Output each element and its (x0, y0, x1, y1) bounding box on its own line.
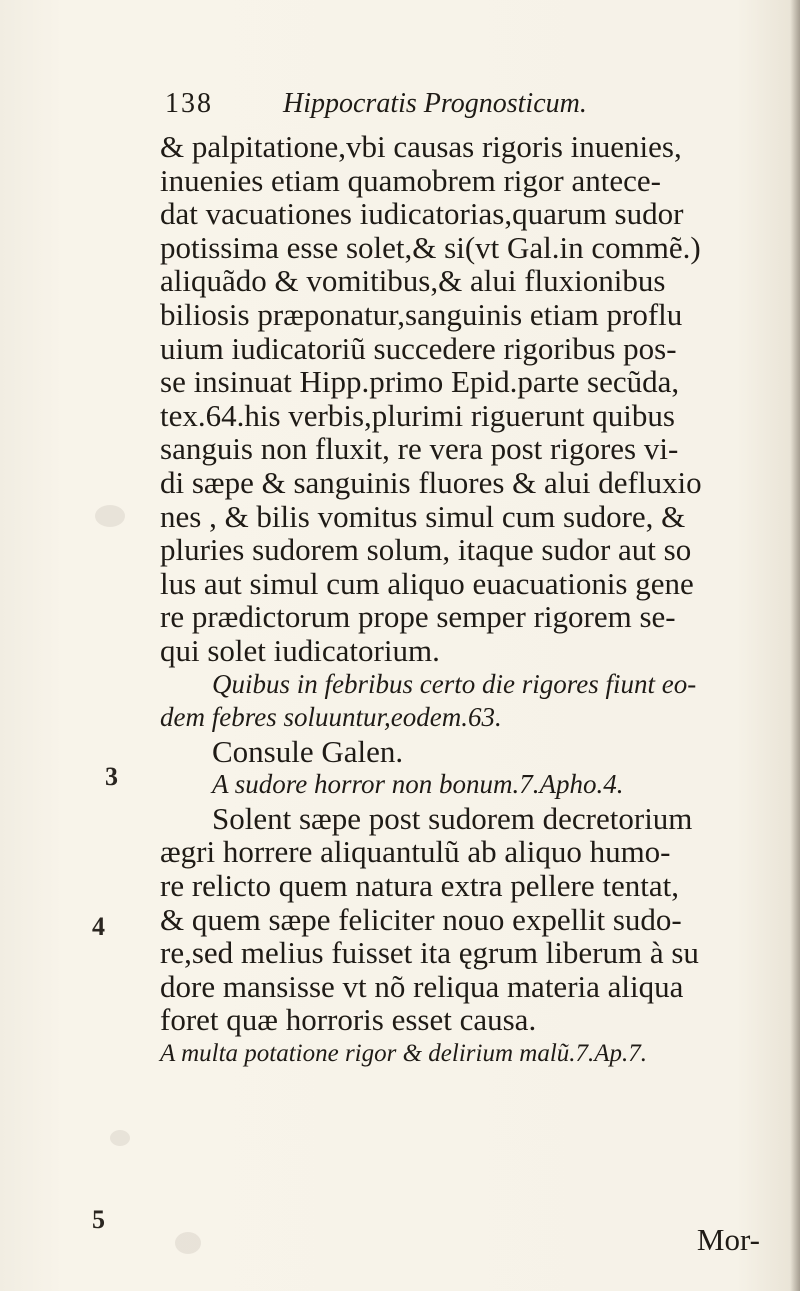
margin-number: 3 (105, 762, 118, 791)
running-header (165, 88, 665, 128)
text-line: foret quæ horroris esset causa. (160, 1002, 537, 1038)
text-line: A multa potatione rigor & delirium malũ.7.Ap.7. (160, 1040, 648, 1068)
margin-number: 5 (92, 1205, 105, 1234)
running-title-italic: Hippocratis (283, 88, 417, 119)
running-title (283, 88, 587, 120)
text-line: pluries sudorem solum, itaque sudor aut so (160, 532, 692, 568)
text-line: lus aut simul cum aliquo euacuationis gene (160, 565, 694, 601)
text-line: ægri horrere aliquantulũ ab aliquo humo- (160, 834, 671, 870)
text-line: biliosis præponatur,sanguinis etiam proflu (160, 296, 683, 332)
ink-smudge (110, 1130, 130, 1146)
text-line: Quibus in febribus certo die rigores fiunt eo- (212, 668, 697, 699)
text-line: Solent sæpe post sudorem decretorium (212, 800, 693, 836)
text-body (160, 130, 770, 1071)
page-number: 138 (165, 88, 213, 119)
text-line: re,sed melius fuisset ita ęgrum liberum à su (160, 935, 699, 971)
text-line: aliquãdo & vomitibus,& alui fluxionibus (160, 263, 666, 299)
text-line: uium iudicatoriũ succedere rigoribus pos- (160, 330, 677, 366)
text-line: dore mansisse vt nõ reliqua materia aliqua (160, 968, 684, 1004)
page-gutter-shadow (790, 0, 800, 1291)
text-line: dem febres soluuntur,eodem.63. (160, 702, 502, 733)
text-line: & palpitatione,vbi causas rigoris inuenies, (160, 129, 682, 164)
text-line: Consule Galen. (212, 733, 404, 769)
text-line: re relicto quem natura extra pellere tentat, (160, 868, 679, 904)
text-line: potissima esse solet,& si(vt Gal.in commẽ.) (160, 229, 701, 265)
text-line: inuenies etiam quamobrem rigor antece- (160, 162, 661, 198)
text-line: A sudore horror non bonum.7.Apho.4. (212, 769, 624, 800)
text-line: qui solet iudicatorium. (160, 632, 440, 668)
text-line: tex.64.his verbis,plurimi riguerunt quibus (160, 397, 675, 433)
text-line: se insinuat Hipp.primo Epid.parte secũda, (160, 364, 680, 400)
catchword: Mor- (696, 1222, 760, 1257)
text-line: re prædictorum prope semper rigorem se- (160, 599, 676, 635)
text-line: nes , & bilis vomitus simul cum sudore, & (160, 498, 686, 534)
text-line: & quem sæpe feliciter nouo expellit sudo- (160, 901, 682, 937)
text-line: sanguis non fluxit, re vera post rigores vi- (160, 431, 679, 467)
margin-number: 4 (92, 912, 105, 941)
ink-smudge (95, 505, 125, 527)
text-line: dat vacuationes iudicatorias,quarum sudor (160, 196, 684, 232)
running-title-rest: Prognosticum. (423, 88, 587, 119)
ink-smudge (175, 1232, 201, 1254)
text-line: di sæpe & sanguinis fluores & alui defluxio (160, 464, 702, 500)
